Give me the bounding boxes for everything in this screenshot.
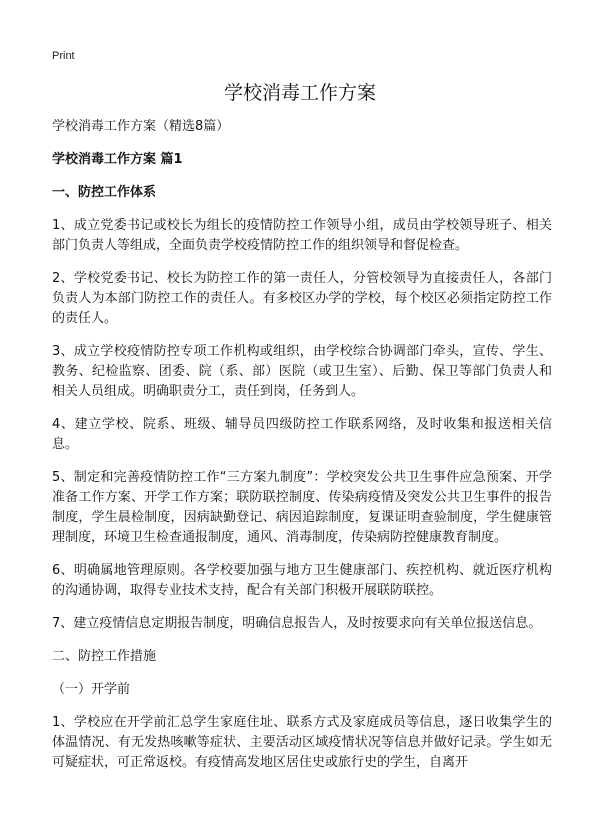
paragraph-item: 1、成立党委书记或校长为组长的疫情防控工作领导小组，成员由学校领导班子、相关部门负责人等组成，全面负责学校疫情防控工作的组织领导和督促检查。 <box>52 218 552 253</box>
paragraph-item: 5、制定和完善疫情防控工作“三方案九制度”：学校突发公共卫生事件应急预案、开学准备工作方案、开学工作方案；联防联控制度、传染病疫情及突发公共卫生事件的报告制度，学生晨检制度，因病缺勤登记、病因追踪制度，复课证明查验制度，学生健康管理制度，环境卫生检查通报制度，通风、消毒制度，传染病防控健康教育制度。 <box>52 470 552 545</box>
document-subtitle: 学校消毒工作方案（精选8篇） <box>52 119 230 134</box>
document-title: 学校消毒工作方案 <box>223 82 376 104</box>
subheading-before-school: （一）开学前 <box>52 682 131 697</box>
paragraph-item: 6、明确属地管理原则。各学校要加强与地方卫生健康部门、疾控机构、就近医疗机构的沟通协调，取得专业技术支持，配合有关部门积极开展联防联控。 <box>52 563 552 598</box>
heading-prevention-measures: 二、防控工作措施 <box>52 649 157 664</box>
paragraph-item: 2、学校党委书记、校长为防控工作的第一责任人，分管校领导为直接责任人，各部门负责人为本部门防控工作的责任人。有多校区办学的学校，每个校区必须指定防控工作的责任人。 <box>52 271 552 326</box>
document-body <box>52 117 552 773</box>
section-title: 学校消毒工作方案 篇1 <box>52 152 183 167</box>
print-label: Print <box>52 50 75 62</box>
heading-prevention-system: 一、防控工作体系 <box>52 185 157 200</box>
paragraph-item: 7、建立疫情信息定期报告制度，明确信息报告人，及时按要求向有关单位报送信息。 <box>52 616 542 631</box>
paragraph-item: 1、学校应在开学前汇总学生家庭住址、联系方式及家庭成员等信息，逐日收集学生的体温情况、有无发热咳嗽等症状、主要活动区域疫情状况等信息并做好记录。学生如无可疑症状，可正常返校。有疫情高发地区居住史或旅行史的学生，自离开 <box>52 715 552 770</box>
paragraph-item: 4、建立学校、院系、班级、辅导员四级防控工作联系网络，及时收集和报送相关信息。 <box>52 417 552 452</box>
paragraph-item: 3、成立学校疫情防控专项工作机构或组织，由学校综合协调部门牵头，宣传、学生、教务、纪检监察、团委、院（系、部）医院（或卫生室）、后勤、保卫等部门负责人和相关人员组成。明确职责分工，责任到岗，任务到人。 <box>52 344 552 399</box>
